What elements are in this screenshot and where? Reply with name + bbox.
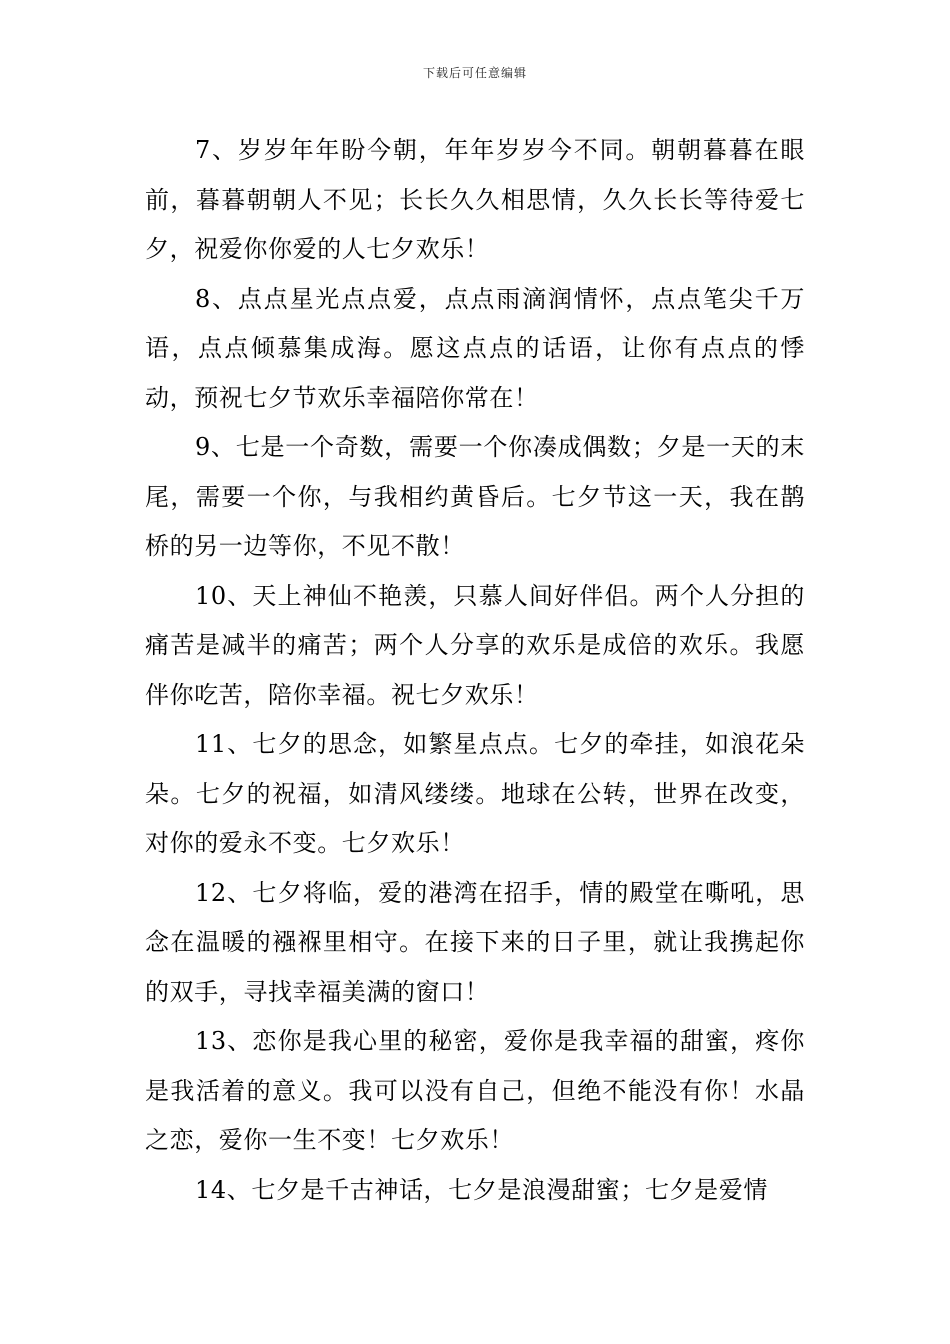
paragraph-14: 14、七夕是千古神话，七夕是浪漫甜蜜；七夕是爱情 xyxy=(195,1175,768,1204)
document-body xyxy=(145,126,805,1215)
paragraph-13: 13、恋你是我心里的秘密，爱你是我幸福的甜蜜，疼你是我活着的意义。我可以没有自己，但绝不能没有你！水晶之恋，爱你一生不变！七夕欢乐！ xyxy=(145,1027,805,1154)
paragraph-11: 11、七夕的思念，如繁星点点。七夕的牵挂，如浪花朵朵。七夕的祝福，如清风缕缕。地球在公转，世界在改变，对你的爱永不变。七夕欢乐！ xyxy=(145,730,805,857)
paragraph-9: 9、七是一个奇数，需要一个你凑成偶数；夕是一天的末尾，需要一个你，与我相约黄昏后。七夕节这一天，我在鹊桥的另一边等你，不见不散！ xyxy=(145,433,805,560)
paragraph-10: 10、天上神仙不艳羡，只慕人间好伴侣。两个人分担的痛苦是减半的痛苦；两个人分享的欢乐是成倍的欢乐。我愿伴你吃苦，陪你幸福。祝七夕欢乐！ xyxy=(145,581,805,709)
page-header: 下载后可任意编辑 xyxy=(422,66,527,80)
paragraph-12: 12、七夕将临，爱的港湾在招手，情的殿堂在嘶吼，思念在温暖的襁褓里相守。在接下来的日子里，就让我携起你的双手，寻找幸福美满的窗口！ xyxy=(145,878,805,1006)
paragraph-7: 7、岁岁年年盼今朝，年年岁岁今不同。朝朝暮暮在眼前，暮暮朝朝人不见；长长久久相思情，久久长长等待爱七夕，祝爱你你爱的人七夕欢乐！ xyxy=(145,136,805,263)
paragraph-8: 8、点点星光点点爱，点点雨滴润情怀，点点笔尖千万语，点点倾慕集成海。愿这点点的话语，让你有点点的悸动，预祝七夕节欢乐幸福陪你常在！ xyxy=(145,284,805,412)
